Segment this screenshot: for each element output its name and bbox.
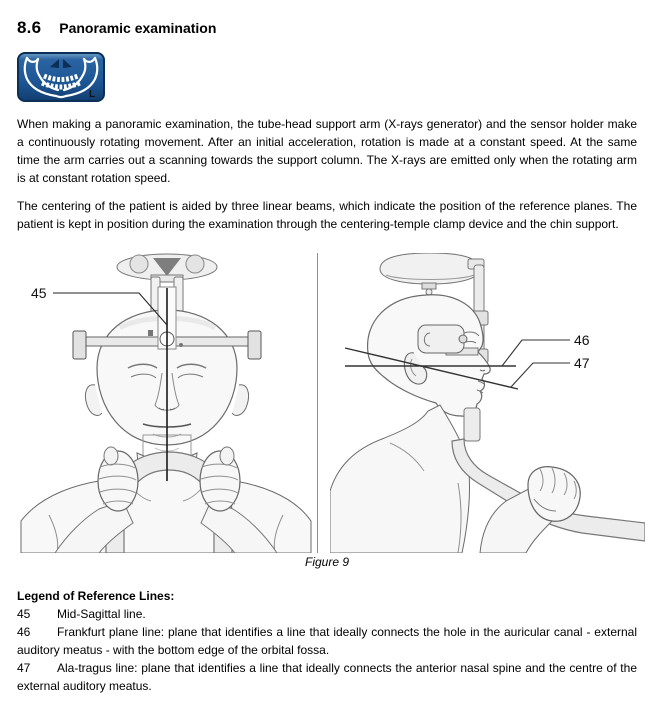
patient-side-torso <box>330 405 469 553</box>
callout-45-label: 45 <box>31 285 47 301</box>
legend-item-number: 46 <box>17 625 31 639</box>
legend-item-46 <box>17 623 637 659</box>
callout-47-label: 47 <box>574 355 590 371</box>
legend-of-reference-lines <box>17 587 637 695</box>
panoramic-radiograph-icon <box>17 52 105 102</box>
callout-46-label: 46 <box>574 332 590 348</box>
legend-item-number: 47 <box>17 661 31 675</box>
section-heading <box>17 18 216 38</box>
figure-9 <box>15 253 639 553</box>
tube-head <box>380 253 480 295</box>
figure-front-view-illustration <box>15 253 317 553</box>
legend-item-text: Mid-Sagittal line. <box>57 607 146 621</box>
figure-divider <box>317 253 318 553</box>
body-paragraph-1: When making a panoramic examination, the tube-head support arm (X-rays generator) and the sensor holder make a continuously rotating movement. After an initial acceleration, rotation is made at a constant speed. At the same time the arm carries out a scanning towards the support column. The X-rays are emitted only when the rotating arm is at constant rotation speed. <box>17 117 637 185</box>
legend-item-number: 45 <box>17 607 31 621</box>
figure-side-view-illustration <box>330 253 645 553</box>
legend-item-text: Frankfurt plane line: plane that identifies a line that ideally connects the hole in the auricular canal - external auditory meatus - with the bottom edge of the orbital fossa. <box>17 625 637 657</box>
panoramic-radiograph-icon-art <box>17 52 105 102</box>
page-title: Panoramic examination <box>59 20 217 36</box>
figure-caption: Figure 9 <box>304 555 350 569</box>
callout-47-leader-line <box>511 363 570 387</box>
legend-title: Legend of Reference Lines: <box>17 589 175 603</box>
body-paragraph-2: The centering of the patient is aided by three linear beams, which indicate the position of the reference planes. The patient is kept in position during the examination through the centering-temple clamp device and the chin support. <box>17 199 637 231</box>
legend-item-47 <box>17 659 637 695</box>
legend-item-45 <box>17 605 637 623</box>
legend-item-text: Ala-tragus line: plane that identifies a line that ideally connects the anterior nasal spine and the centre of the external auditory meatus. <box>17 661 637 693</box>
callout-46-leader-line <box>502 340 570 366</box>
section-number: 8.6 <box>17 18 42 37</box>
icon-corner-label: L <box>89 89 96 100</box>
